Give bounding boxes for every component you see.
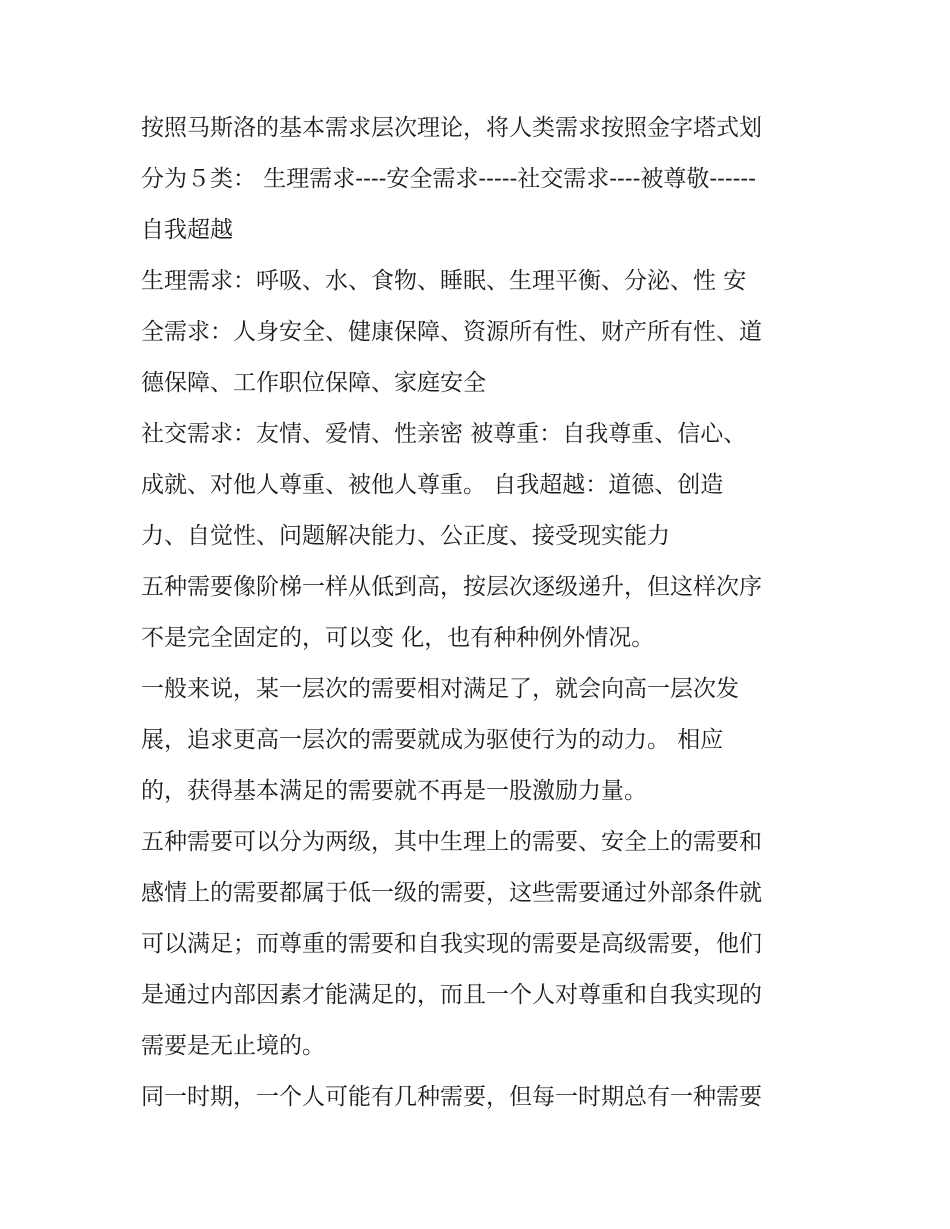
text-line: 的，获得基本满足的需要就不再是一股激励力量。 — [141, 778, 647, 804]
text-line: 需要是无止境的。 — [141, 1033, 325, 1059]
text-line: 分为５类： 生理需求----安全需求-----社交需求----被尊敬------ — [141, 166, 756, 192]
text-line: 是通过内部因素才能满足的，而且一个人对尊重和自我实现的 — [141, 982, 762, 1008]
text-line: 社交需求：友情、爱情、性亲密 被尊重：自我尊重、信心、 — [141, 421, 747, 447]
text-line: 一般来说，某一层次的需要相对满足了，就会向高一层次发 — [141, 676, 739, 702]
text-line: 德保障、工作职位保障、家庭安全 — [141, 370, 486, 396]
text-line: 展，追求更高一层次的需要就成为驱使行为的动力。 相应 — [141, 727, 724, 753]
document-body — [141, 103, 821, 1123]
text-line: 力、自觉性、问题解决能力、公正度、接受现实能力 — [141, 523, 670, 549]
text-line: 自我超越 — [141, 217, 233, 243]
text-line: 五种需要可以分为两级，其中生理上的需要、安全上的需要和 — [141, 829, 762, 855]
text-line: 不是完全固定的，可以变 化，也有种种例外情况。 — [141, 625, 655, 651]
text-line: 按照马斯洛的基本需求层次理论，将人类需求按照金字塔式划 — [141, 115, 762, 141]
text-line: 成就、对他人尊重、被他人尊重。 自我超越：道德、创造 — [141, 472, 724, 498]
text-line: 生理需求：呼吸、水、食物、睡眠、生理平衡、分泌、性 安 — [141, 268, 747, 294]
text-line: 同一时期，一个人可能有几种需要，但每一时期总有一种需要 — [141, 1084, 762, 1110]
text-line: 五种需要像阶梯一样从低到高，按层次逐级递升，但这样次序 — [141, 574, 762, 600]
text-line: 可以满足；而尊重的需要和自我实现的需要是高级需要，他们 — [141, 931, 762, 957]
text-line: 感情上的需要都属于低一级的需要，这些需要通过外部条件就 — [141, 880, 762, 906]
text-line: 全需求：人身安全、健康保障、资源所有性、财产所有性、道 — [141, 319, 762, 345]
